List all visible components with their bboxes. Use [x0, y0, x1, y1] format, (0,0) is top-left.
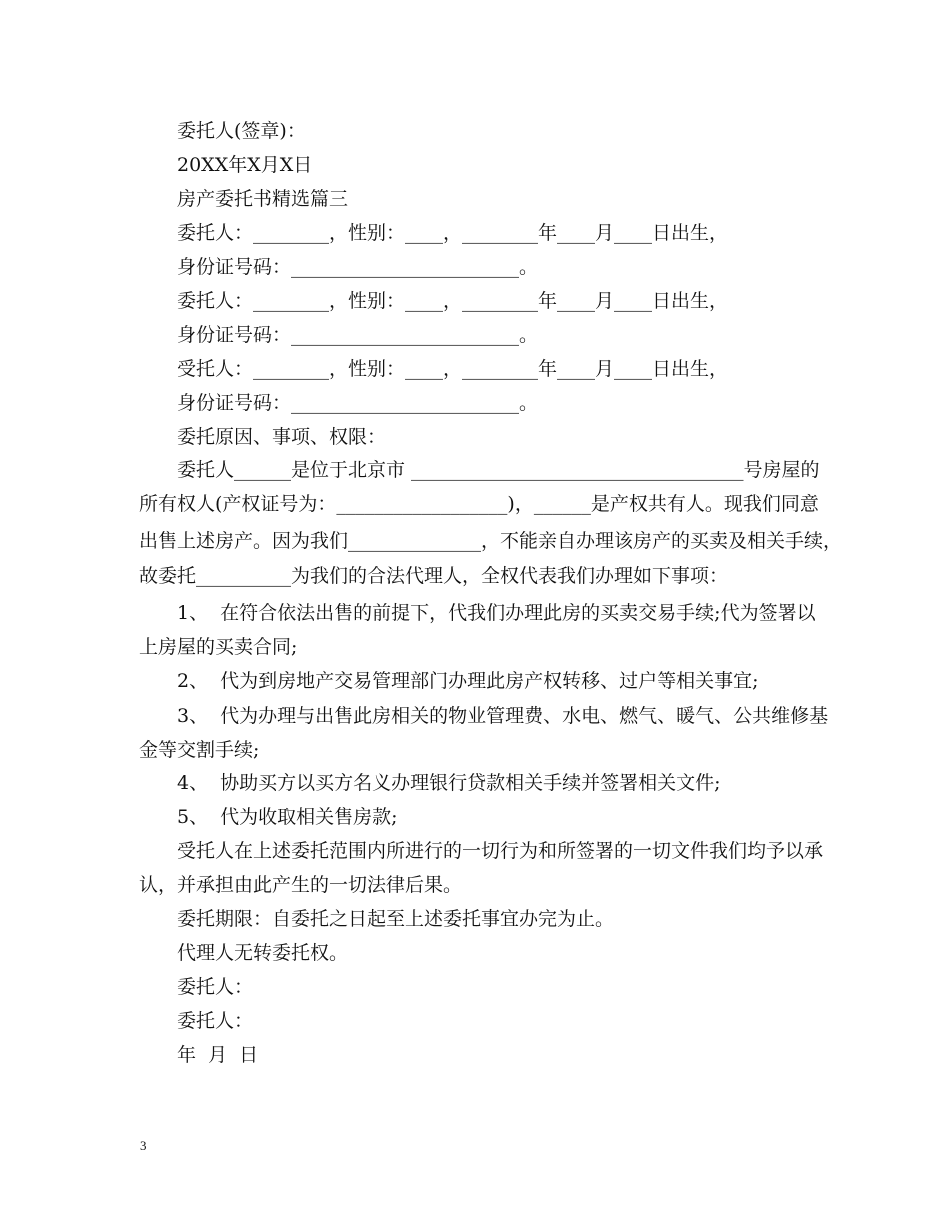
- principal-signature-2: 委托人：: [177, 1010, 254, 1032]
- item-4: 4、 协助买方以买方名义办理银行贷款相关手续并签署相关文件;: [177, 772, 721, 794]
- entrustment-paragraph-line-2: 所有权人(产权证号为：__________________)，______是产权共有人。现我们同意: [139, 493, 819, 515]
- item-2: 2、 代为到房地产交易管理部门办理此房产权转移、过户等相关事宜;: [177, 670, 759, 692]
- section-title: 房产委托书精选篇三: [177, 188, 349, 210]
- item-3-line-2: 金等交割手续;: [139, 739, 260, 761]
- item-1-line-2: 上房屋的买卖合同;: [139, 636, 298, 658]
- signature-date: 年 月 日: [177, 1044, 259, 1066]
- principal-signature-1: 委托人：: [177, 976, 254, 998]
- date-line: 20XX年X月X日: [177, 154, 313, 176]
- entrustment-paragraph-line-1: 委托人______是位于北京市 ___________________________________号房屋的: [177, 459, 820, 481]
- principal-1-id: 身份证号码：________________________。: [177, 256, 539, 278]
- liability-line-2: 认，并承担由此产生的一切法律后果。: [139, 874, 463, 896]
- liability-line-1: 受托人在上述委托范围内所进行的一切行为和所签署的一切文件我们均予以承: [177, 840, 824, 862]
- page-number: 3: [140, 1138, 147, 1153]
- agent-id: 身份证号码：________________________。: [177, 392, 539, 414]
- entrustment-paragraph-line-3: 出售上述房产。因为我们______________，不能亲自办理该房产的买卖及相关手续，: [139, 530, 843, 552]
- agent-info: 受托人：________，性别：____，________年____月____日出生，: [177, 358, 729, 380]
- no-subdelegation-line: 代理人无转委托权。: [177, 942, 349, 964]
- item-1-line-1: 1、 在符合依法出售的前提下，代我们办理此房的买卖交易手续;代为签署以: [177, 602, 816, 624]
- term-line: 委托期限：自委托之日起至上述委托事宜办完为止。: [177, 908, 615, 930]
- entrustment-paragraph-line-4: 故委托__________为我们的合法代理人，全权代表我们办理如下事项：: [139, 565, 729, 587]
- principal-2-id: 身份证号码：________________________。: [177, 324, 539, 346]
- item-3-line-1: 3、 代为办理与出售此房相关的物业管理费、水电、燃气、暖气、公共维修基: [177, 705, 829, 727]
- principal-2-info: 委托人：________，性别：____，________年____月____日出生，: [177, 290, 729, 312]
- signature-line: 委托人(签章)：: [177, 120, 306, 142]
- principal-1-info: 委托人：________，性别：____，________年____月____日出生，: [177, 222, 729, 244]
- item-5: 5、 代为收取相关售房款;: [177, 806, 398, 828]
- entrustment-heading: 委托原因、事项、权限：: [177, 426, 387, 448]
